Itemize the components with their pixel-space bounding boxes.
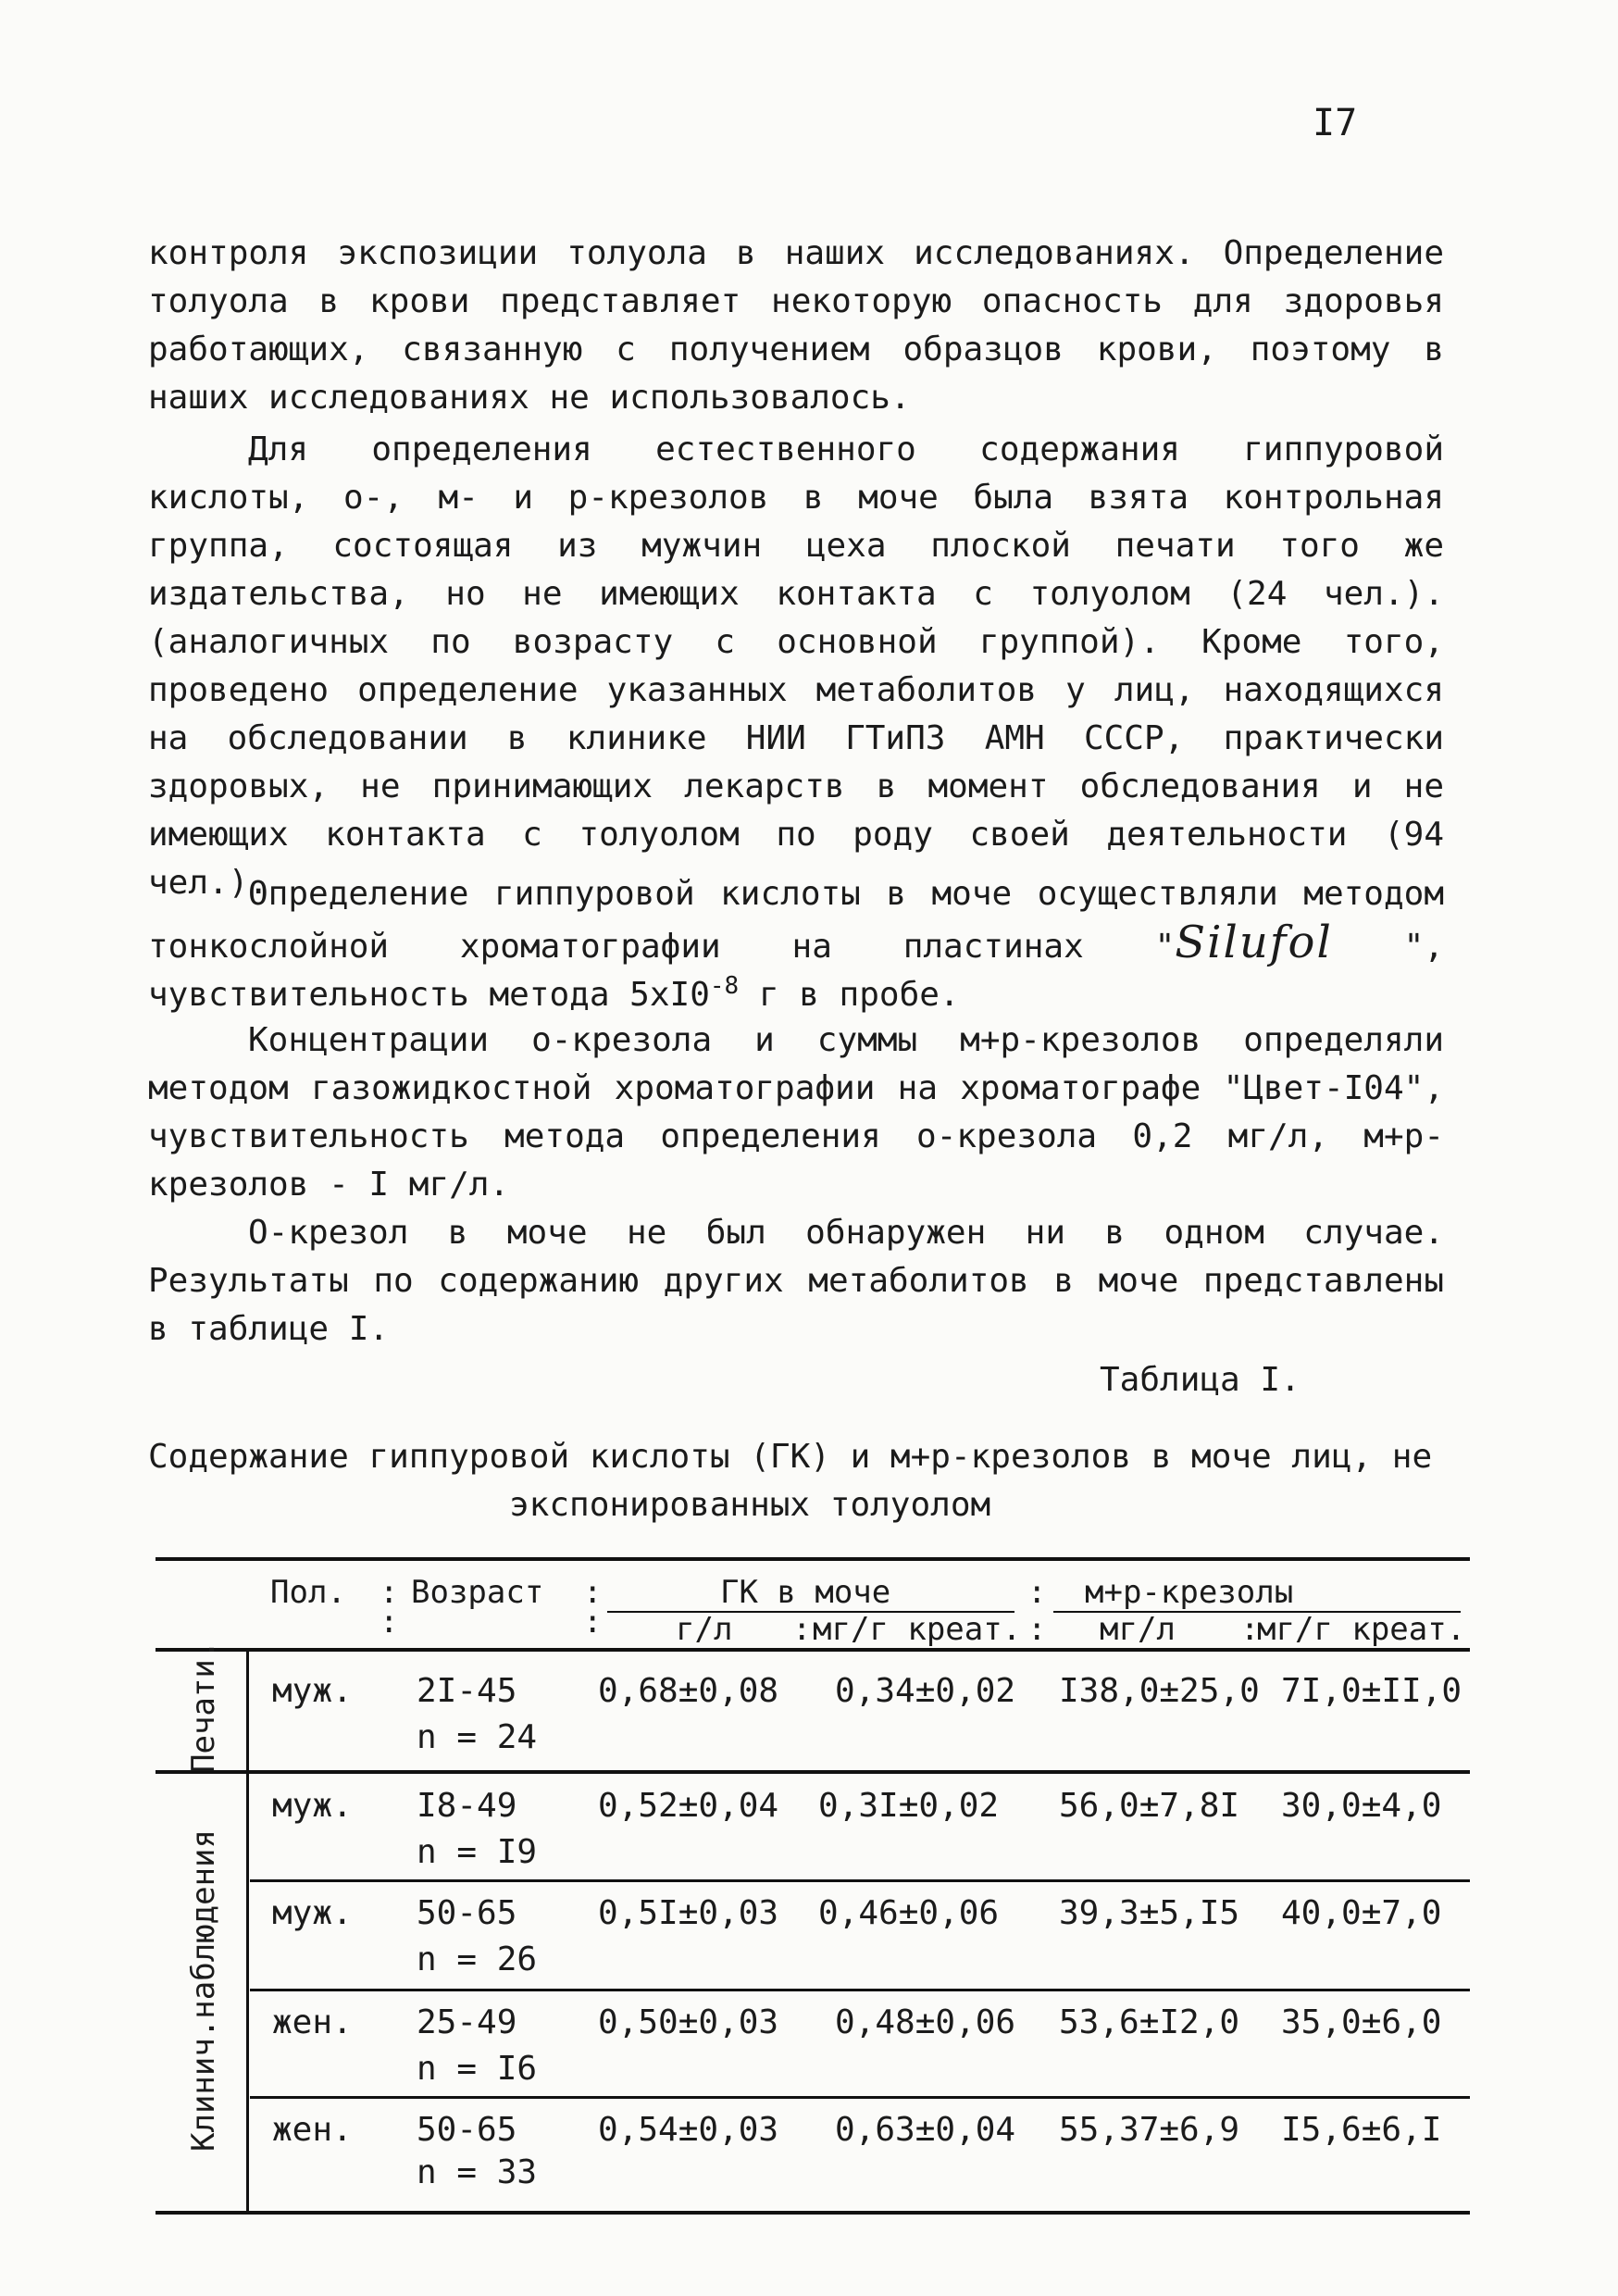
exponent: -8 <box>709 972 740 1000</box>
row3-age: 50-65 <box>417 1894 517 1932</box>
row1-n: n = 24 <box>417 1718 538 1756</box>
row5-sex: жен. <box>272 2111 353 2149</box>
row4-cr-creat: 35,0±6,0 <box>1281 2003 1442 2041</box>
header-colon: : <box>380 1574 399 1611</box>
paragraph-hippuric-method <box>148 870 1444 1019</box>
header-cresol-creat: мг/г креат. <box>1257 1611 1466 1648</box>
header-sex: Пол. <box>270 1574 346 1611</box>
row2-hk-gl: 0,52±0,04 <box>598 1787 779 1825</box>
row2-n: n = I9 <box>417 1833 538 1871</box>
table-label: Таблица I. <box>1100 1361 1301 1399</box>
paragraph-1-text: контроля экспозиции толуола в наших исследованиях. Определение толуола в крови представляет некоторую опасность для здоровья работающих, связанную с получением образцов крови, поэтому в наших исследованиях не использовалось. <box>148 234 1444 417</box>
row4-n: n = I6 <box>417 2050 538 2088</box>
row1-cr-mgl: I38,0±25,0 <box>1059 1672 1260 1710</box>
header-colon: : <box>380 1603 399 1641</box>
row3-cr-mgl: 39,3±5,I5 <box>1059 1894 1240 1932</box>
row5-hk-gl: 0,54±0,03 <box>598 2111 779 2149</box>
header-colon: : <box>583 1574 603 1611</box>
header-age: Возраст <box>411 1574 544 1611</box>
row5-age: 50-65 <box>417 2111 517 2149</box>
paragraph-2-text: Для определения естественного содержания гиппуровой кислоты, о-, м- и р-крезолов в моче была взята контрольная группа, состоящая из мужчин цеха плоской печати того же издательства, но не имеющих контакта с толуолом (24 чел.). (аналогичных по возрасту с основной группой). Кроме того, проведено определение указанных метаболитов у лиц, находящихся на обследовании в клинике НИИ ГТиПЗ АМН СССР, практически здоровых, не принимающих лекарств в момент обследования и не имеющих контакта с толуолом по роду своей деятельности (94 чел.). <box>148 430 1444 902</box>
header-cresol-mgl: мг/л <box>1100 1611 1176 1648</box>
header-hk-group: ГК в моче <box>720 1574 891 1611</box>
row3-hk-gl: 0,5I±0,03 <box>598 1894 779 1932</box>
row1-age: 2I-45 <box>417 1672 517 1710</box>
paragraph-4-text: Концентрации о-крезола и суммы м+р-крезолов определяли методом газожидкостной хроматографии на хроматографе "Цвет-I04", чувствительность метода определения о-крезола 0,2 мг/л, м+р-крезолов - I мг/л. <box>148 1021 1444 1204</box>
header-hk-creat: мг/г креат. <box>813 1611 1022 1648</box>
group-column-divider <box>246 1650 249 2213</box>
header-cresol-group: м+р-крезолы <box>1085 1574 1294 1611</box>
row5-cr-mgl: 55,37±6,9 <box>1059 2111 1240 2149</box>
group-label-clinic: Клинич.наблюдения <box>185 1829 222 2152</box>
header-colon: : <box>1240 1611 1260 1648</box>
row3-n: n = 26 <box>417 1940 538 1978</box>
row4-sex: жен. <box>272 2003 353 2041</box>
row1-hk-creat: 0,34±0,02 <box>835 1672 1016 1710</box>
table-bottom-rule <box>156 2211 1470 2215</box>
paragraph-control-group <box>148 426 1444 907</box>
table-title-line-2: экспонированных толуолом <box>509 1486 991 1524</box>
row1-cr-creat: 7I,0±II,0 <box>1281 1672 1462 1710</box>
row1-hk-gl: 0,68±0,08 <box>598 1672 779 1710</box>
row2-age: I8-49 <box>417 1787 517 1825</box>
row-divider <box>250 1989 1470 1991</box>
paragraph-cresol-method <box>148 1017 1444 1209</box>
row4-age: 25-49 <box>417 2003 517 2041</box>
row4-hk-gl: 0,50±0,03 <box>598 2003 779 2041</box>
row3-cr-creat: 40,0±7,0 <box>1281 1894 1442 1932</box>
row5-hk-creat: 0,63±0,04 <box>835 2111 1016 2149</box>
header-hk-gl: г/л <box>676 1611 733 1648</box>
handwritten-silufol: Silufol <box>1175 917 1333 968</box>
paragraph-3-text-b: ", чувствительность метода 5хI0 <box>148 928 1444 1014</box>
paragraph-3-text-c: г в пробе. <box>739 976 960 1014</box>
header-colon: : <box>583 1603 603 1641</box>
header-colon: : <box>1027 1611 1047 1648</box>
table-title-line-1: Содержание гиппуровой кислоты (ГК) и м+р-крезолов в моче лиц, не <box>148 1438 1433 1476</box>
paragraph-results <box>148 1209 1444 1354</box>
table-top-rule <box>156 1557 1470 1561</box>
row1-sex: муж. <box>272 1672 353 1710</box>
row5-n: n = 33 <box>417 2153 538 2191</box>
paragraph-continuation <box>148 230 1444 422</box>
paragraph-5-text: О-крезол в моче не был обнаружен ни в одном случае. Результаты по содержанию других метаболитов в моче представлены в таблице I. <box>148 1214 1444 1348</box>
header-colon: : <box>792 1611 812 1648</box>
row4-hk-creat: 0,48±0,06 <box>835 2003 1016 2041</box>
header-bottom-rule <box>156 1648 1470 1652</box>
paragraph-3-text-a: Определение гиппуровой кислоты в моче осуществляли методом тонкослойной хроматографии на пластинах " <box>148 875 1444 966</box>
row-divider <box>250 2096 1470 2099</box>
group-divider-rule <box>156 1770 1470 1774</box>
table-title <box>148 1433 1481 1529</box>
row2-sex: муж. <box>272 1787 353 1825</box>
row3-hk-creat: 0,46±0,06 <box>818 1894 1000 1932</box>
group-label-print: Печати. <box>185 1640 222 1773</box>
row2-hk-creat: 0,3I±0,02 <box>818 1787 1000 1825</box>
row2-cr-creat: 30,0±4,0 <box>1281 1787 1442 1825</box>
row2-cr-mgl: 56,0±7,8I <box>1059 1787 1240 1825</box>
row-divider <box>250 1879 1470 1882</box>
page-number: I7 <box>1313 102 1358 144</box>
row4-cr-mgl: 53,6±I2,0 <box>1059 2003 1240 2041</box>
header-colon: : <box>1027 1574 1047 1611</box>
row5-cr-creat: I5,6±6,I <box>1281 2111 1442 2149</box>
row3-sex: муж. <box>272 1894 353 1932</box>
